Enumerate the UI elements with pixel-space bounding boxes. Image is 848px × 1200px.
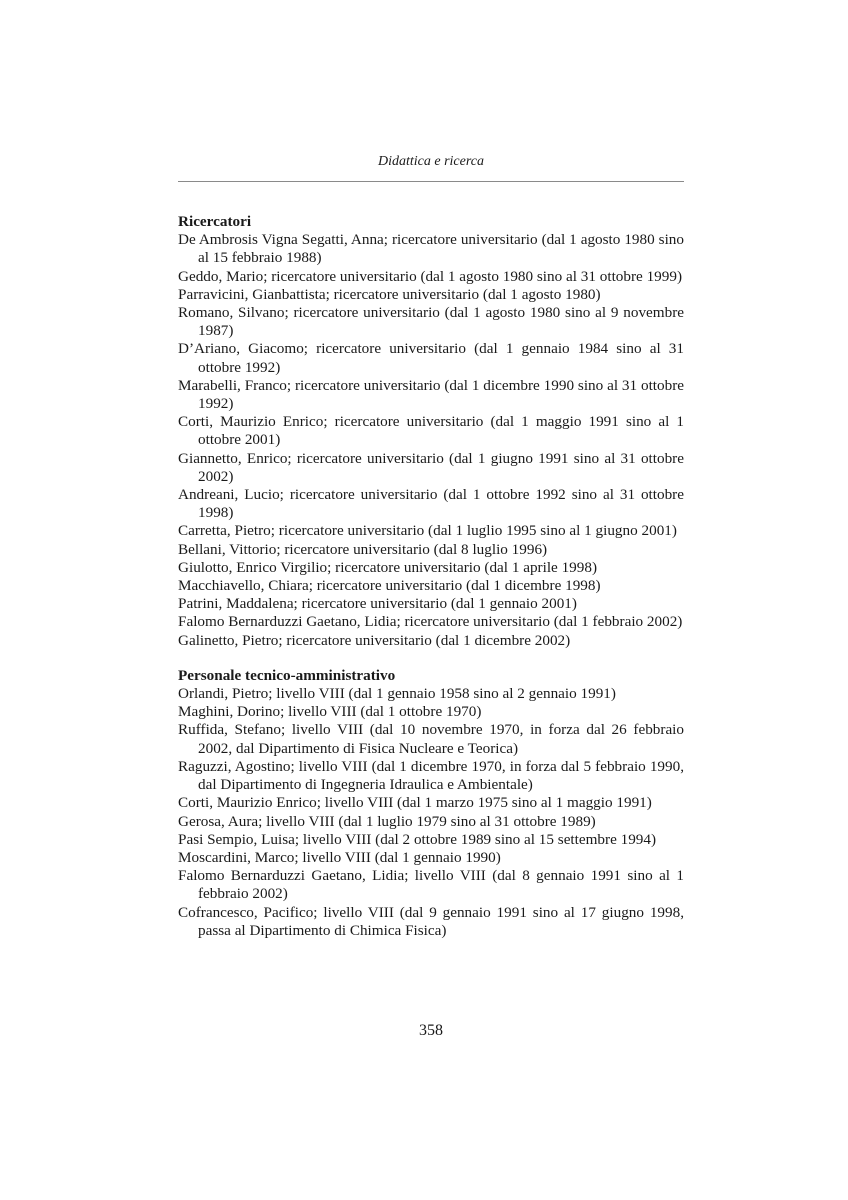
list-item: Marabelli, Franco; ricercatore universitario (dal 1 dicembre 1990 sino al 31 ottobre 1992) <box>178 376 684 413</box>
list-item: Macchiavello, Chiara; ricercatore universitario (dal 1 dicembre 1998) <box>178 577 601 595</box>
running-head: Didattica e ricerca <box>377 154 484 169</box>
header-rule <box>178 181 684 182</box>
list-item: De Ambrosis Vigna Segatti, Anna; ricercatore universitario (dal 1 agosto 1980 sino al 15 febbraio 1988) <box>178 231 684 267</box>
list-item: Patrini, Maddalena; ricercatore universitario (dal 1 gennaio 2001) <box>178 595 577 613</box>
list-item: Raguzzi, Agostino; livello VIII (dal 1 dicembre 1970, in forza dal 5 febbraio 1990, dal Dipartimento di Ingegneria Idraulica e Ambientale) <box>178 757 684 794</box>
list-item: Cofrancesco, Pacifico; livello VIII (dal 9 gennaio 1991 sino al 17 giugno 1998, passa al Dipartimento di Chimica Fisica) <box>178 903 684 939</box>
list-item: Corti, Maurizio Enrico; livello VIII (dal 1 marzo 1975 sino al 1 maggio 1991) <box>178 794 652 812</box>
section-personale-tecnico-amministrativo <box>178 667 684 940</box>
section-title: Ricercatori <box>178 213 252 230</box>
list-item: Falomo Bernarduzzi Gaetano, Lidia; livello VIII (dal 8 gennaio 1991 sino al 1 febbraio 2002) <box>178 867 684 903</box>
list-item: D’Ariano, Giacomo; ricercatore universitario (dal 1 gennaio 1984 sino al 31 ottobre 1992) <box>178 340 684 376</box>
list-item: Romano, Silvano; ricercatore universitario (dal 1 agosto 1980 sino al 9 novembre 1987) <box>178 304 684 340</box>
list-item: Corti, Maurizio Enrico; ricercatore universitario (dal 1 maggio 1991 sino al 1 ottobre 2001) <box>178 413 684 449</box>
list-item: Orlandi, Pietro; livello VIII (dal 1 gennaio 1958 sino al 2 gennaio 1991) <box>178 685 616 703</box>
section-title: Personale tecnico-amministrativo <box>178 666 396 684</box>
page-number: 358 <box>419 1022 443 1039</box>
list-item: Maghini, Dorino; livello VIII (dal 1 ottobre 1970) <box>178 703 482 721</box>
list-item: Bellani, Vittorio; ricercatore universitario (dal 8 luglio 1996) <box>178 540 548 558</box>
list-item: Ruffida, Stefano; livello VIII (dal 10 novembre 1970, in forza dal 26 febbraio 2002, dal Dipartimento di Fisica Nucleare e Teorica) <box>178 721 684 757</box>
list-item: Pasi Sempio, Luisa; livello VIII (dal 2 ottobre 1989 sino al 15 settembre 1994) <box>178 830 657 848</box>
list-item: Giulotto, Enrico Virgilio; ricercatore universitario (dal 1 aprile 1998) <box>178 558 598 576</box>
list-item: Parravicini, Gianbattista; ricercatore universitario (dal 1 agosto 1980) <box>178 285 601 303</box>
page-body <box>178 213 684 940</box>
list-item: Andreani, Lucio; ricercatore universitario (dal 1 ottobre 1992 sino al 31 ottobre 1998) <box>178 486 684 522</box>
list-item: Falomo Bernarduzzi Gaetano, Lidia; ricercatore universitario (dal 1 febbraio 2002) <box>178 613 683 631</box>
list-item: Carretta, Pietro; ricercatore universitario (dal 1 luglio 1995 sino al 1 giugno 2001) <box>178 522 677 540</box>
list-item: Galinetto, Pietro; ricercatore universitario (dal 1 dicembre 2002) <box>178 631 571 649</box>
list-item: Moscardini, Marco; livello VIII (dal 1 gennaio 1990) <box>178 848 501 866</box>
section-ricercatori <box>178 213 684 650</box>
list-item: Gerosa, Aura; livello VIII (dal 1 luglio 1979 sino al 31 ottobre 1989) <box>178 812 596 830</box>
section-spacer <box>178 650 684 667</box>
list-item: Geddo, Mario; ricercatore universitario (dal 1 agosto 1980 sino al 31 ottobre 1999) <box>178 267 683 285</box>
list-item: Giannetto, Enrico; ricercatore universitario (dal 1 giugno 1991 sino al 31 ottobre 2002) <box>178 449 684 485</box>
